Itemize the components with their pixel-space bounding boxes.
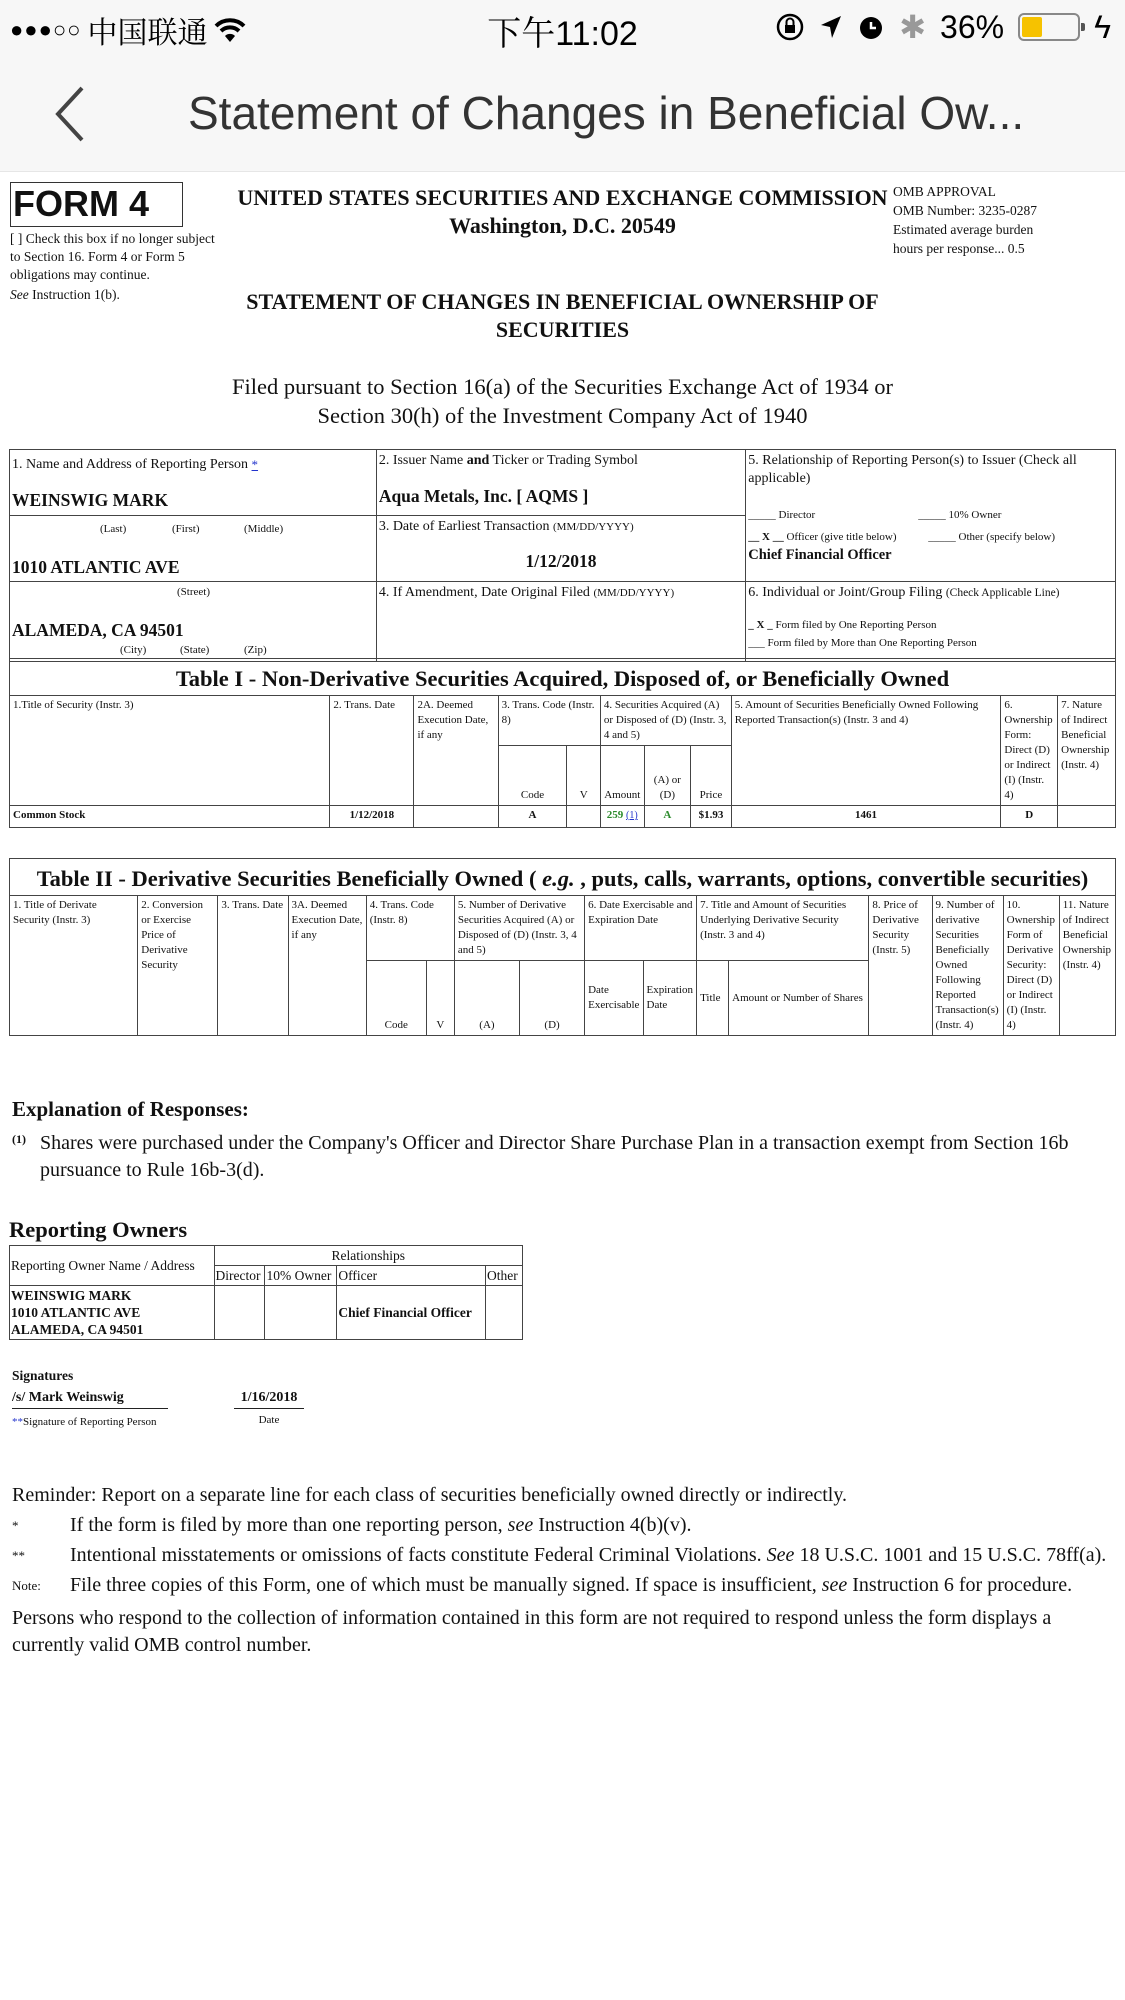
reporting-person-city: ALAMEDA, CA 94501 — [12, 620, 184, 640]
carrier-name: 中国联通 — [87, 17, 208, 50]
agency-heading: UNITED STATES SECURITIES AND EXCHANGE COMMISSION Washington, D.C. 20549 — [237, 185, 888, 238]
table-row: Common Stock 1/12/2018 A 259 (1) A $1.93 1461 D — [10, 806, 1116, 828]
earliest-transaction-cell: 3. Date of Earliest Transaction (MM/DD/YYYY) 1/12/2018 — [376, 516, 745, 582]
reporting-owners-table: Reporting Owner Name / Address Relationships Director 10% Owner Officer Other WEINSWIG MARK 1010 ATLANTIC AVE ALAMEDA, CA 94501 Chief Financial Officer — [9, 1245, 523, 1340]
app-header — [0, 0, 1125, 172]
earliest-transaction-date: 1/12/2018 — [525, 551, 597, 571]
signature-name: /s/ Mark Weinswig — [12, 1390, 168, 1409]
battery-percent: 36% — [940, 8, 1005, 45]
table-derivative: Table II - Derivative Securities Beneficially Owned ( e.g. , puts, calls, warrants, options, convertible securities) 1. Title of Derivate Security (Instr. 3) 2. Conversion or Exercise Price of Derivative Security 3. Trans. Date 3A. Deemed Execution Date, if any 4. Trans. Code (Instr. 8) 5. Number of Derivative Securities Acquired (A) or Disposed of (D) (Instr. 3, 4 and 5) 6. Date Exercisable and Expiration Date 7. Title and Amount of Securities Underlying Derivative Security (Instr. 3 and 4) 8. Price of Derivative Security (Instr. 5) 9. Number of derivative Securities Beneficially Owned Following Reported Transaction(s) (Instr. 4) 10. Ownership Form of Derivative Security: Direct (D) or Indirect (I) (Instr. 4) 11. Nature of Indirect Beneficial Ownership (Instr. 4) Code V (A) (D) Date Exercisable Expiration Date Title Amount or Number of Shares — [9, 858, 1116, 1036]
note-item: ** Intentional misstatements or omissions of facts constitute Federal Criminal Violations. See 18 U.S.C. 1001 and 15 U.S.C. 78ff(a). — [12, 1544, 1107, 1566]
reporting-info-grid: 1. Name and Address of Reporting Person * WEINSWIG MARK 2. Issuer Name and Ticker or Trading Symbol Aqua Metals, Inc. [ AQMS ] 5. Relationship of Reporting Person(s) to Issuer (Check all applicable) _____ Director _____ 10% Owner __ X __ Officer (give title below) _____ Other (specify below) Chief Financial Officer (Last) (First) (Middle) 1010 ATLANTIC AVE 3. Date of Earliest Transaction (MM/DD/YYYY) 1/12/2018 (Street) ALAMEDA, CA 94501 (City) (State) (Zip) 4. If Amendment, Date Original Filed (MM/DD/YYYY) 6. Individual or Joint/Group Filing (Check Applicable Line) _ X _ Form filed by One Reporting Person ___ Form filed by More than One Reporting Person — [9, 449, 1116, 662]
table-non-derivative: Table I - Non-Derivative Securities Acquired, Disposed of, or Beneficially Owned 1.Title of Security (Instr. 3) 2. Trans. Date 2A. Deemed Execution Date, if any 3. Trans. Code (Instr. 8) 4. Securities Acquired (A) or Disposed of (D) (Instr. 3, 4 and 5) 5. Amount of Securities Beneficially Owned Following Reported Transaction(s) (Instr. 3 and 4) 6. Ownership Form: Direct (D) or Indirect (I) (Instr. 4) 7. Nature of Indirect Beneficial Ownership (Instr. 4) Code V Amount (A) or (D) Price Common Stock 1/12/2018 A 259 (1) A $1.93 1461 D — [9, 658, 1116, 828]
relationship-cell: 5. Relationship of Reporting Person(s) to Issuer (Check all applicable) _____ Director _____ 10% Owner __ X __ Officer (give title below) _____ Other (specify below) Chief Financial Officer — [746, 450, 1116, 582]
statement-title: STATEMENT OF CHANGES IN BENEFICIAL OWNERSHIP OF SECURITIES — [246, 289, 879, 342]
battery-icon — [1018, 13, 1080, 41]
issuer-cell: 2. Issuer Name and Ticker or Trading Symbol Aqua Metals, Inc. [ AQMS ] — [376, 450, 745, 516]
officer-title: Chief Financial Officer — [748, 547, 892, 563]
table1-title: Table I - Non-Derivative Securities Acquired, Disposed of, or Beneficially Owned — [10, 659, 1116, 696]
reporting-person-street: 1010 ATLANTIC AVE — [12, 557, 180, 577]
table2-title: Table II - Derivative Securities Beneficially Owned ( e.g. , puts, calls, warrants, options, convertible securities) — [10, 859, 1116, 896]
double-asterisk-footnote-link[interactable]: ** — [12, 1416, 23, 1428]
footnote-1-link[interactable]: (1) — [626, 810, 638, 821]
signatures-section: Signatures /s/ Mark Weinswig 1/16/2018 **Signature of Reporting Person Date — [12, 1368, 73, 1390]
clock: 下午11:02 — [487, 15, 638, 53]
reporting-owners-heading: Reporting Owners — [9, 1217, 188, 1242]
amendment-cell: 4. If Amendment, Date Original Filed (MM/DD/YYYY) — [376, 582, 745, 662]
section16-check-note: [ ] Check this box if no longer subject to Section 16. Form 4 or Form 5 obligations may continue. See Instruction 1(b). — [10, 231, 215, 302]
alarm-icon — [857, 13, 885, 41]
filing-type-cell: 6. Individual or Joint/Group Filing (Check Applicable Line) _ X _ Form filed by One Reporting Person ___ Form filed by More than One Reporting Person — [746, 582, 1116, 662]
signature-date: 1/16/2018 — [234, 1390, 304, 1409]
reporting-person-cell: 1. Name and Address of Reporting Person * WEINSWIG MARK — [10, 450, 377, 516]
navigation-bar — [0, 56, 1125, 172]
asterisk-footnote-link[interactable]: * — [251, 457, 259, 472]
location-icon — [819, 14, 843, 40]
issuer-name: Aqua Metals, Inc. [ AQMS ] — [378, 486, 589, 506]
note-item: Note: File three copies of this Form, one of which must be manually signed. If space is insufficient, see Instruction 6 for procedure. — [12, 1574, 1073, 1596]
explanation-of-responses: Explanation of Responses: (1) Shares were purchased under the Company's Officer and Director Share Purchase Plan in a transaction exempt from Section 16b pursuance to Rule 16b-3(d). — [12, 1097, 1112, 1184]
chevron-left-icon[interactable] — [50, 84, 90, 144]
signal-strength-icon: ●●●○○ — [10, 17, 82, 42]
note-item: * If the form is filed by more than one reporting person, see Instruction 4(b)(v). — [12, 1514, 692, 1536]
footnote-item: (1) Shares were purchased under the Company's Officer and Director Share Purchase Plan in a transaction exempt from Section 16b pursuance to Rule 16b-3(d). — [12, 1132, 1069, 1181]
table-row: WEINSWIG MARK 1010 ATLANTIC AVE ALAMEDA, CA 94501 Chief Financial Officer — [10, 1286, 523, 1340]
bluetooth-icon: ✱ — [899, 9, 927, 45]
omb-approval: OMB APPROVAL OMB Number: 3235-0287 Estimated average burden hours per response... 0.5 — [893, 184, 1037, 256]
reporting-person-name: WEINSWIG MARK — [12, 490, 169, 510]
filed-pursuant-text: Filed pursuant to Section 16(a) of the Securities Exchange Act of 1934 or Section 30(h) of the Investment Company Act of 1940 — [231, 374, 894, 428]
orientation-lock-icon — [775, 12, 805, 42]
page-title: Statement of Changes in Beneficial Ow... — [188, 87, 1025, 139]
status-bar — [0, 0, 1125, 56]
charging-icon: ϟ — [1094, 8, 1111, 45]
form-label: FORM 4 — [10, 182, 183, 227]
form-notes: Reminder: Report on a separate line for each class of securities beneficially owned directly or indirectly. * If the form is filed by more than one reporting person, see Instruction 4(b)(v). ** Intentional misstatements or omissions of facts constitute Federal Criminal Violations. See 18 U.S.C. 1001 and 15 U.S.C. 78ff(a). Note: File three copies of this Form, one of which must be manually signed. If space is insufficient, see Instruction 6 for procedure. Persons who respond to the collection of information contained in this form are not required to respond unless the form displays a currently valid OMB control number. — [12, 1482, 1112, 1659]
